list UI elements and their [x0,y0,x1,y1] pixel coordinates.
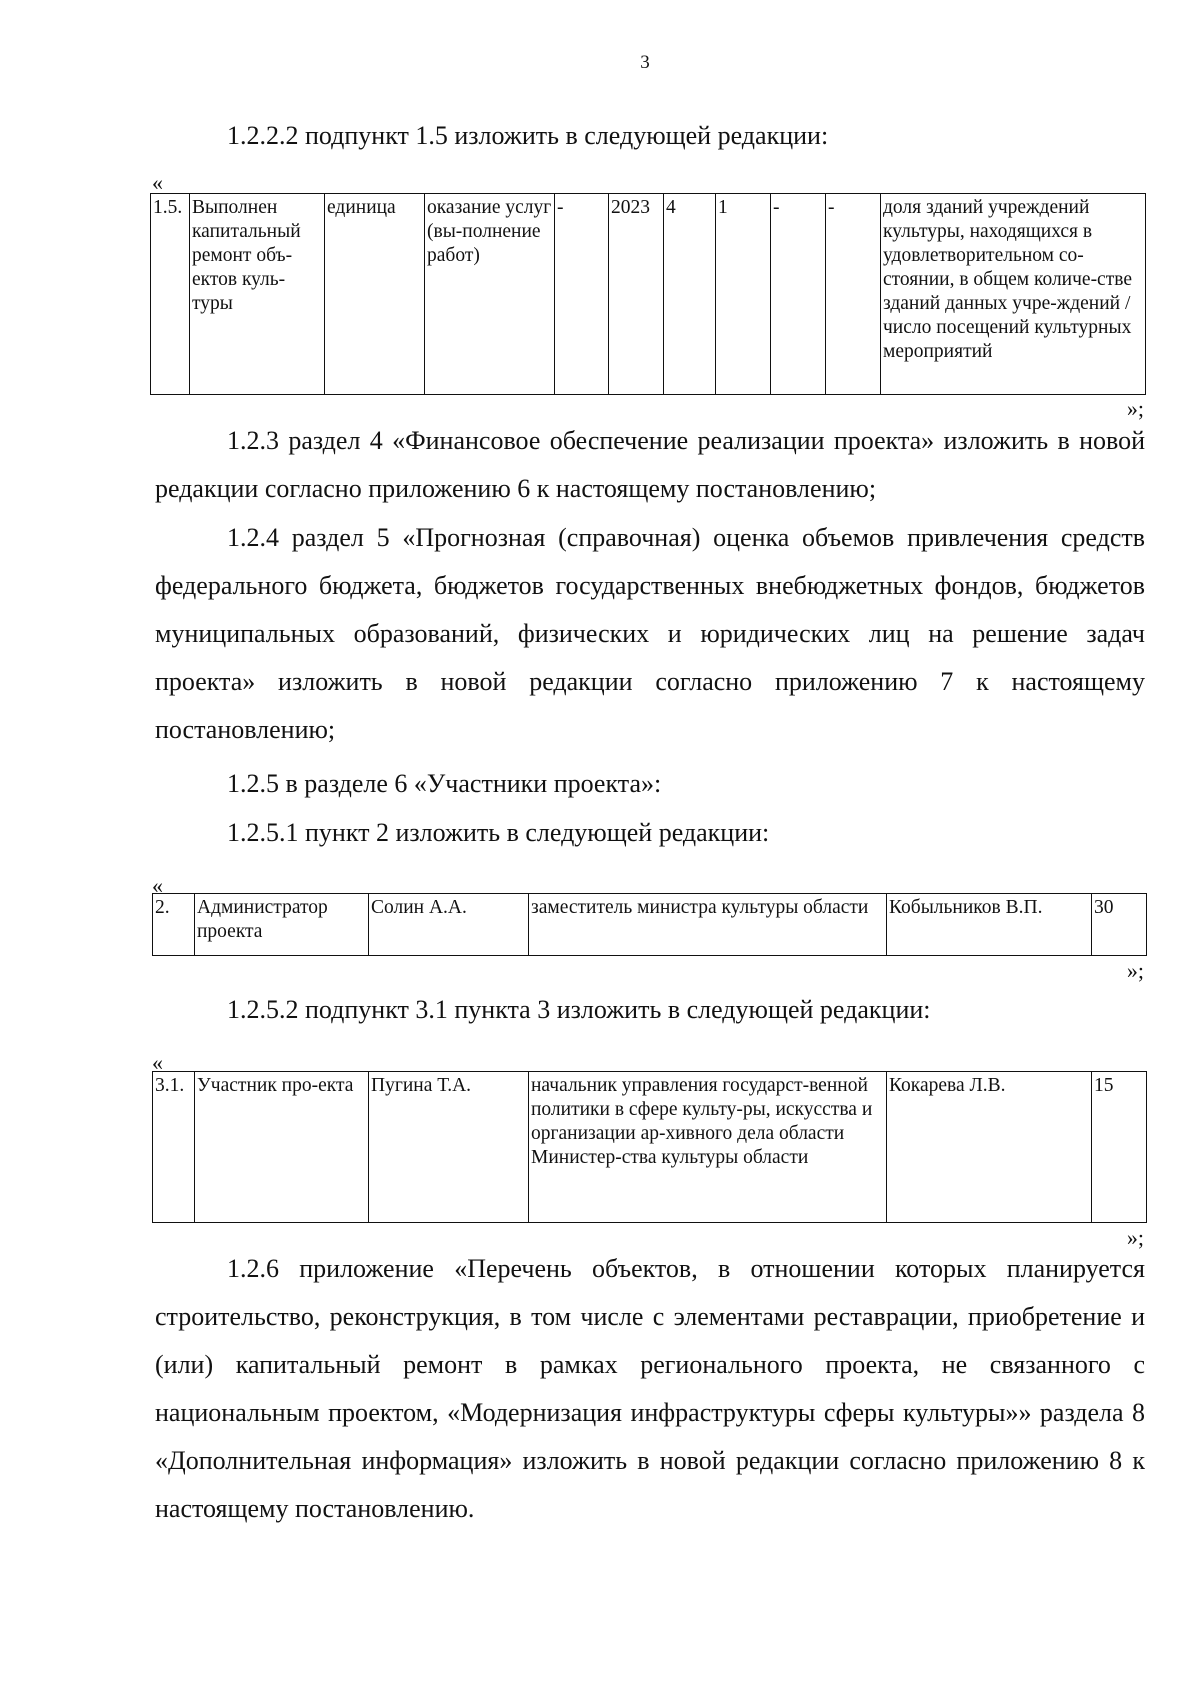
table-cell: доля зданий учреждений культуры, находящихся в удовлетворительном со-стоянии, в общем количе-стве зданий данных учре-ждений / число посещений культурных мероприятий [881,194,1146,395]
table-cell: единица [325,194,425,395]
table-cell: начальник управления государст-венной политики в сфере культу-ры, искусства и организации ар-хивного дела области Министер-ства культуры области [529,1072,887,1223]
table-cell: 3.1. [153,1072,195,1223]
section-1-2-5: 1.2.5 в разделе 6 «Участники проекта»: [227,769,662,798]
table3-close-quote: »; [1126,1225,1144,1250]
table-cell: - [771,194,826,395]
table1-open-quote: « [152,170,163,195]
table-cell: заместитель министра культуры области [529,894,887,956]
table-cell: оказание услуг (вы-полнение работ) [425,194,555,395]
table-subitem-3-1 [152,1071,1147,1223]
section-1-2-4: 1.2.4 раздел 5 «Прогнозная (справочная) оценка объемов привлечения средств федерального бюджета, бюджетов государственных внебюджетных фондов, бюджетов муниципальных образований, физических и юридических лиц на решение задач проекта» изложить в новой редакции согласно приложению 7 к настоящему постановлению; [155,523,1145,744]
table-row [151,194,1146,395]
table2-open-quote: « [152,873,163,898]
table-subitem-1-5 [150,193,1146,395]
table-cell: 15 [1092,1072,1147,1223]
section-1-2-6: 1.2.6 приложение «Перечень объектов, в отношении которых планируется строительство, реконструкция, в том числе с элементами реставрации, приобретение и (или) капитальный ремонт в рамках регионального проекта, не связанного с национальным проектом, «Модернизация инфраструктуры сферы культуры»» раздела 8 «Дополнительная информация» изложить в новой редакции согласно приложению 8 к настоящему постановлению. [155,1254,1145,1523]
table-cell: 2. [153,894,195,956]
table-cell: Участник про-екта [195,1072,369,1223]
table-cell: Кобыльников В.П. [887,894,1092,956]
page-number: 3 [640,52,650,73]
table-cell: Солин А.А. [369,894,529,956]
table-cell: Пугина Т.А. [369,1072,529,1223]
table-cell: 2023 [609,194,664,395]
table-cell: Администратор проекта [195,894,369,956]
table1-close-quote: »; [1126,396,1144,421]
table-item-2 [152,893,1147,956]
table-cell: 30 [1092,894,1147,956]
table-row [153,894,1147,956]
section-1-2-3: 1.2.3 раздел 4 «Финансовое обеспечение реализации проекта» изложить в новой редакции согласно приложению 6 к настоящему постановлению; [155,426,1145,503]
table-row [153,1072,1147,1223]
section-1-2-5-1: 1.2.5.1 пункт 2 изложить в следующей редакции: [227,818,770,847]
table-cell: - [555,194,609,395]
table-cell: - [826,194,881,395]
table-cell: 4 [664,194,716,395]
table-cell: 1.5. [151,194,190,395]
section-1-2-5-2: 1.2.5.2 подпункт 3.1 пункта 3 изложить в следующей редакции: [227,995,931,1024]
table-cell: Выполнен капитальный ремонт объ-ектов куль-туры [190,194,325,395]
table2-close-quote: »; [1126,958,1144,983]
table-cell: 1 [716,194,771,395]
section-1-2-2-2: 1.2.2.2 подпункт 1.5 изложить в следующей редакции: [227,121,829,150]
table-cell: Кокарева Л.В. [887,1072,1092,1223]
table3-open-quote: « [152,1050,163,1075]
